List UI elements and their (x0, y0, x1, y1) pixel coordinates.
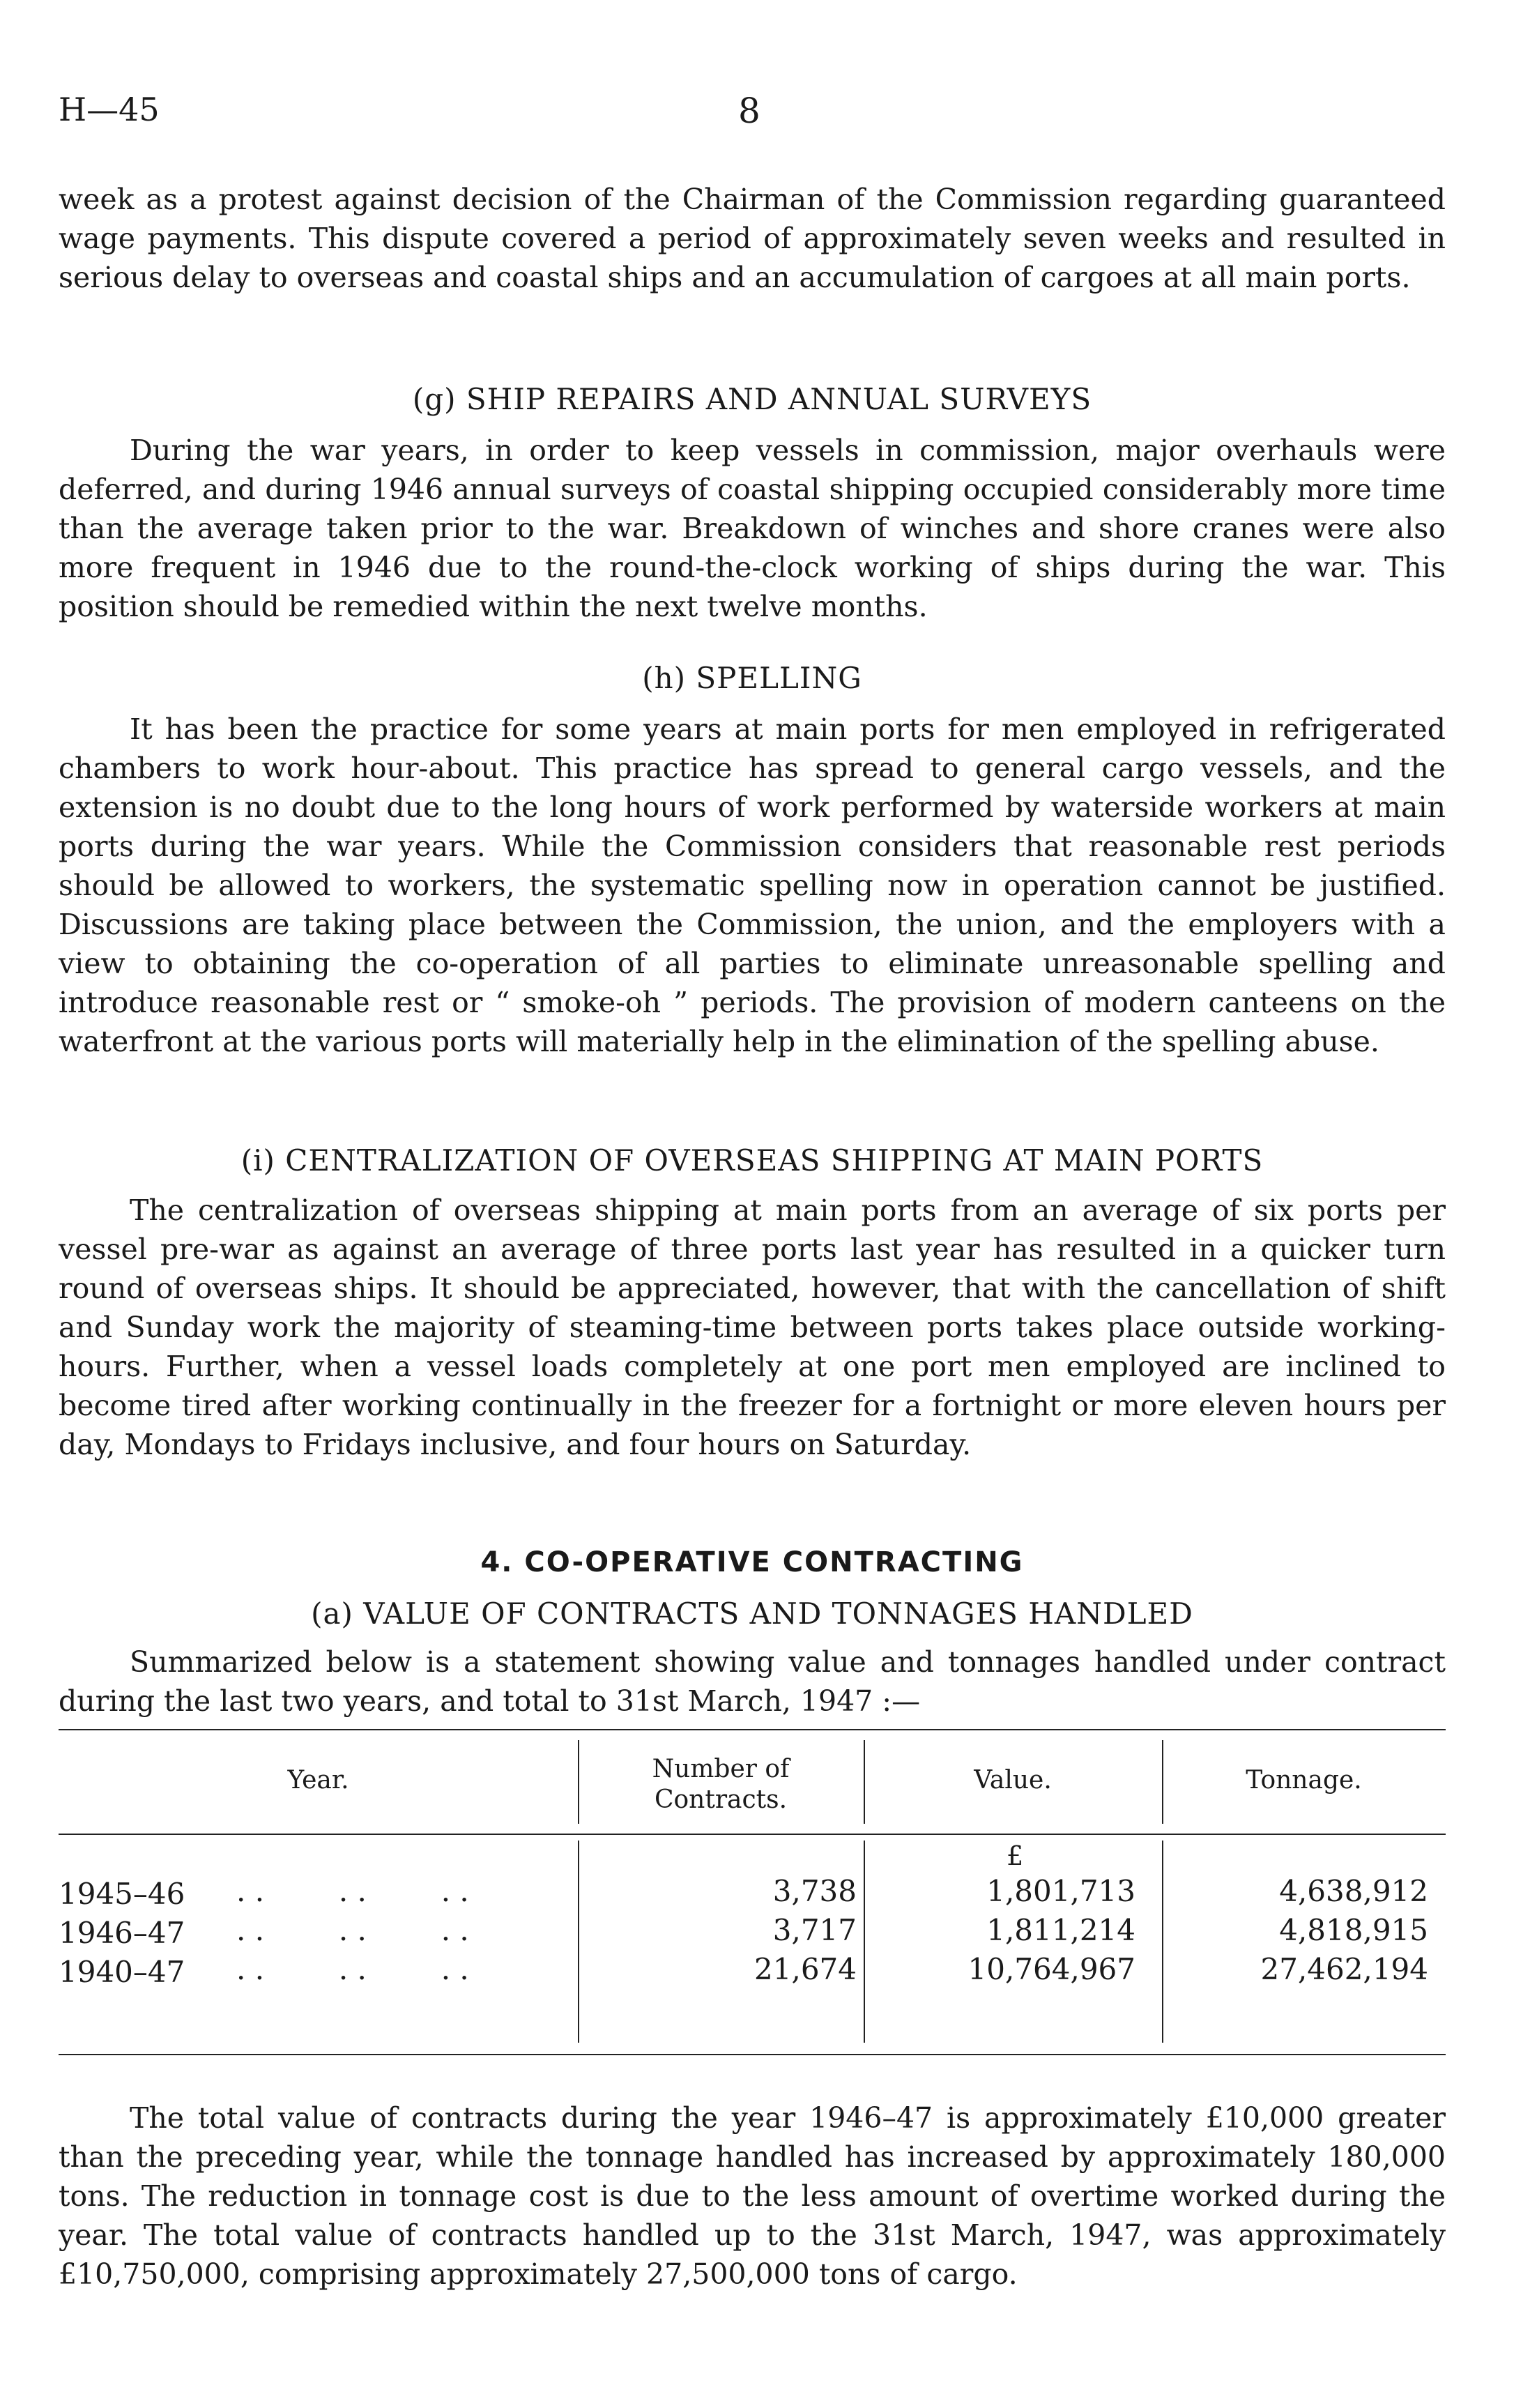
section-4a-heading: (a) VALUE OF CONTRACTS AND TONNAGES HANDLED (311, 1597, 1193, 1631)
row-3-leaders: . . . . . . (236, 1952, 469, 1986)
row-1-tonnage: 4,638,912 (1279, 1874, 1428, 1908)
page-header (59, 91, 1446, 146)
table-col-divider (1162, 1841, 1163, 2043)
table-col-divider (578, 1740, 579, 1824)
section-g-text: During the war years, in order to keep vessels in commission, major overhauls were deferred, and during 1946 annual surveys of coastal shipping occupied considerably more time than the average taken prior to the war. Breakdown of winches and shore cranes were also more frequent in 1946 due to the round-the-clock working of ships during the war. This position should be remedied within the next twelve months. (59, 434, 1446, 623)
row-3-value: 10,764,967 (967, 1952, 1135, 1986)
section-4-closing: The total value of contracts during the year 1946–47 is approximately £10,000 greater than the preceding year, while the tonnage handled has increased by approximately 180,000 tons. The reduction in tonnage cost is due to the less amount of overtime worked during the year. The total value of contracts handled up to the 31st March, 1947, was approximately £10,750,000, comprising approximately 27,500,000 tons of cargo. (59, 2101, 1446, 2291)
section-i-heading: (i) CENTRALIZATION OF OVERSEAS SHIPPING AT MAIN PORTS (240, 1143, 1264, 1178)
row-3-tonnage: 27,462,194 (1260, 1952, 1428, 1986)
table-header-rule (59, 1834, 1446, 1835)
row-1-year: 1945–46 (59, 1877, 185, 1911)
value-unit: £ (1007, 1841, 1024, 1871)
section-4-intro: Summarized below is a statement showing value and tonnages handled under contract during the last two years, and total to 31st March, 1947 :— (59, 1645, 1446, 1718)
section-h-text: It has been the practice for some years at main ports for men employed in refrigerated chambers to work hour-about. This practice has spread to general cargo vessels, and the extension is no doubt due to the long hours of work performed by waterside workers at main ports during the war years. While the Commission considers that reasonable rest periods should be allowed to workers, the systematic spelling now in operation cannot be justified. Discussions are taking place between the Commission, the union, and the employers with a view to obtaining the co-operation of all parties to eliminate unreasonable spelling and introduce reasonable rest or “ smoke-oh ” periods. The provision of modern canteens on the waterfront at the various ports will materially help in the elimination of the spelling abuse. (59, 713, 1446, 1058)
section-i-text: The centralization of overseas shipping at main ports from an average of six ports per vessel pre-war as against an average of three ports last year has resulted in a quicker turn round of overseas ships. It should be appreciated, however, that with the cancellation of shift and Sunday work the majority of steaming-time between ports takes place outside working-hours. Further, when a vessel loads completely at one port men employed are inclined to become tired after working continually in the freezer for a fortnight or more eleven hours per day, Mondays to Fridays inclusive, and four hours on Saturday. (59, 1194, 1446, 1461)
section-h-heading: (h) SPELLING (642, 661, 862, 695)
table-bottom-rule (59, 2054, 1446, 2055)
section-g-heading: (g) SHIP REPAIRS AND ANNUAL SURVEYS (412, 382, 1092, 416)
col-header-contracts: Number of Contracts. (652, 1755, 790, 1814)
intro-paragraph: week as a protest against decision of the Chairman of the Commission regarding guaranteed wage payments. This dispute covered a period of approximately seven weeks and resulted in serious delay to overseas and coastal ships and an accumulation of cargoes at all main ports. (59, 183, 1446, 294)
table-top-rule (59, 1729, 1446, 1730)
row-2-year: 1946–47 (59, 1916, 185, 1950)
table-col-divider (864, 1841, 865, 2043)
col-header-tonnage: Tonnage. (1246, 1766, 1362, 1794)
col-header-year: Year. (287, 1766, 349, 1794)
row-3-year: 1940–47 (59, 1955, 185, 1989)
col-header-value: Value. (974, 1766, 1052, 1794)
document-id: H—45 (59, 91, 160, 128)
row-2-tonnage: 4,818,915 (1279, 1913, 1428, 1947)
table-col-divider (578, 1841, 579, 2043)
row-3-contracts: 21,674 (754, 1952, 857, 1986)
row-2-leaders: . . . . . . (236, 1913, 469, 1947)
row-2-contracts: 3,717 (772, 1913, 857, 1947)
row-1-contracts: 3,738 (772, 1874, 857, 1908)
row-1-value: 1,801,713 (986, 1874, 1135, 1908)
row-2-value: 1,811,214 (986, 1913, 1135, 1947)
page-number: 8 (738, 91, 760, 131)
row-1-leaders: . . . . . . (236, 1874, 469, 1908)
section-4-heading: 4. CO-OPERATIVE CONTRACTING (480, 1546, 1024, 1578)
